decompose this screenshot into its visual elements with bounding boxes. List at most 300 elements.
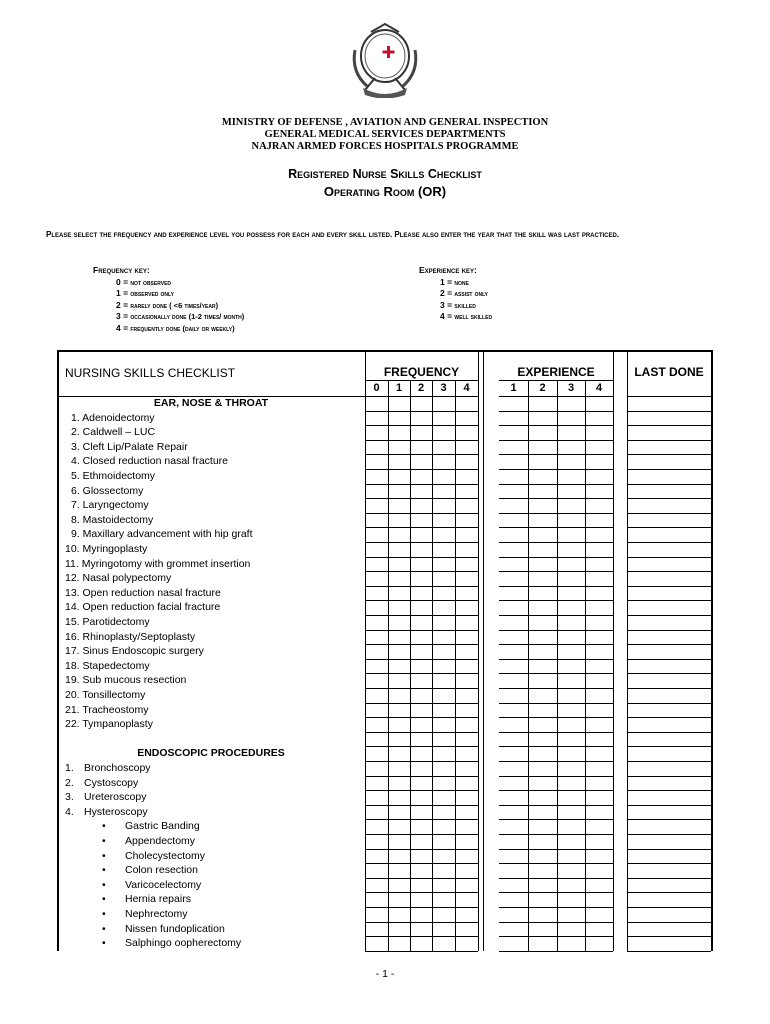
experience-cell[interactable] xyxy=(559,792,583,803)
experience-cell[interactable] xyxy=(559,705,583,716)
frequency-cell[interactable] xyxy=(367,413,386,424)
experience-cell[interactable] xyxy=(587,632,611,643)
frequency-cell[interactable] xyxy=(412,427,430,438)
experience-cell[interactable] xyxy=(559,486,583,497)
experience-cell[interactable] xyxy=(530,573,555,584)
frequency-cell[interactable] xyxy=(390,442,408,453)
experience-cell[interactable] xyxy=(587,486,611,497)
experience-cell[interactable] xyxy=(559,398,583,409)
frequency-cell[interactable] xyxy=(390,719,408,730)
frequency-cell[interactable] xyxy=(457,456,476,467)
experience-cell[interactable] xyxy=(530,442,555,453)
experience-cell[interactable] xyxy=(587,500,611,511)
experience-cell[interactable] xyxy=(559,924,583,935)
experience-cell[interactable] xyxy=(530,588,555,599)
experience-cell[interactable] xyxy=(559,821,583,832)
experience-cell[interactable] xyxy=(530,427,555,438)
frequency-cell[interactable] xyxy=(390,529,408,540)
frequency-cell[interactable] xyxy=(367,909,386,920)
frequency-cell[interactable] xyxy=(412,748,430,759)
frequency-cell[interactable] xyxy=(457,675,476,686)
frequency-cell[interactable] xyxy=(457,486,476,497)
frequency-cell[interactable] xyxy=(434,836,453,847)
frequency-cell[interactable] xyxy=(412,909,430,920)
frequency-cell[interactable] xyxy=(412,719,430,730)
experience-cell[interactable] xyxy=(530,836,555,847)
frequency-cell[interactable] xyxy=(457,705,476,716)
frequency-cell[interactable] xyxy=(390,456,408,467)
frequency-cell[interactable] xyxy=(367,821,386,832)
frequency-cell[interactable] xyxy=(434,821,453,832)
frequency-cell[interactable] xyxy=(412,515,430,526)
frequency-cell[interactable] xyxy=(367,646,386,657)
frequency-cell[interactable] xyxy=(390,865,408,876)
frequency-cell[interactable] xyxy=(434,471,453,482)
experience-cell[interactable] xyxy=(501,573,526,584)
frequency-cell[interactable] xyxy=(412,486,430,497)
frequency-cell[interactable] xyxy=(367,617,386,628)
frequency-cell[interactable] xyxy=(457,894,476,905)
experience-cell[interactable] xyxy=(501,880,526,891)
experience-cell[interactable] xyxy=(559,602,583,613)
experience-cell[interactable] xyxy=(559,909,583,920)
frequency-cell[interactable] xyxy=(390,938,408,949)
experience-cell[interactable] xyxy=(501,529,526,540)
frequency-cell[interactable] xyxy=(390,661,408,672)
frequency-cell[interactable] xyxy=(434,675,453,686)
frequency-cell[interactable] xyxy=(457,413,476,424)
experience-cell[interactable] xyxy=(501,792,526,803)
frequency-cell[interactable] xyxy=(412,734,430,745)
frequency-cell[interactable] xyxy=(367,602,386,613)
frequency-cell[interactable] xyxy=(434,573,453,584)
experience-cell[interactable] xyxy=(501,719,526,730)
frequency-cell[interactable] xyxy=(434,719,453,730)
last-done-cell[interactable] xyxy=(629,894,709,905)
frequency-cell[interactable] xyxy=(412,602,430,613)
frequency-cell[interactable] xyxy=(434,909,453,920)
frequency-cell[interactable] xyxy=(390,821,408,832)
frequency-cell[interactable] xyxy=(390,924,408,935)
experience-cell[interactable] xyxy=(559,865,583,876)
experience-cell[interactable] xyxy=(501,646,526,657)
frequency-cell[interactable] xyxy=(367,471,386,482)
frequency-cell[interactable] xyxy=(457,559,476,570)
frequency-cell[interactable] xyxy=(457,427,476,438)
experience-cell[interactable] xyxy=(559,807,583,818)
frequency-cell[interactable] xyxy=(390,748,408,759)
experience-cell[interactable] xyxy=(587,792,611,803)
experience-cell[interactable] xyxy=(530,705,555,716)
frequency-cell[interactable] xyxy=(434,705,453,716)
experience-cell[interactable] xyxy=(501,471,526,482)
frequency-cell[interactable] xyxy=(434,544,453,555)
frequency-cell[interactable] xyxy=(457,573,476,584)
frequency-cell[interactable] xyxy=(390,573,408,584)
frequency-cell[interactable] xyxy=(457,646,476,657)
frequency-cell[interactable] xyxy=(367,778,386,789)
experience-cell[interactable] xyxy=(559,763,583,774)
experience-cell[interactable] xyxy=(587,602,611,613)
frequency-cell[interactable] xyxy=(412,705,430,716)
experience-cell[interactable] xyxy=(559,851,583,862)
experience-cell[interactable] xyxy=(530,880,555,891)
experience-cell[interactable] xyxy=(530,544,555,555)
frequency-cell[interactable] xyxy=(457,588,476,599)
experience-cell[interactable] xyxy=(587,705,611,716)
experience-cell[interactable] xyxy=(587,515,611,526)
last-done-cell[interactable] xyxy=(629,398,709,409)
experience-cell[interactable] xyxy=(501,442,526,453)
experience-cell[interactable] xyxy=(587,573,611,584)
frequency-cell[interactable] xyxy=(390,909,408,920)
last-done-cell[interactable] xyxy=(629,763,709,774)
frequency-cell[interactable] xyxy=(390,734,408,745)
frequency-cell[interactable] xyxy=(390,705,408,716)
frequency-cell[interactable] xyxy=(434,646,453,657)
frequency-cell[interactable] xyxy=(390,646,408,657)
experience-cell[interactable] xyxy=(587,851,611,862)
experience-cell[interactable] xyxy=(559,573,583,584)
experience-cell[interactable] xyxy=(501,515,526,526)
experience-cell[interactable] xyxy=(501,588,526,599)
experience-cell[interactable] xyxy=(587,778,611,789)
frequency-cell[interactable] xyxy=(457,807,476,818)
frequency-cell[interactable] xyxy=(390,675,408,686)
frequency-cell[interactable] xyxy=(367,792,386,803)
experience-cell[interactable] xyxy=(587,821,611,832)
frequency-cell[interactable] xyxy=(390,763,408,774)
last-done-cell[interactable] xyxy=(629,792,709,803)
frequency-cell[interactable] xyxy=(434,734,453,745)
frequency-cell[interactable] xyxy=(367,544,386,555)
last-done-cell[interactable] xyxy=(629,705,709,716)
frequency-cell[interactable] xyxy=(412,500,430,511)
experience-cell[interactable] xyxy=(587,398,611,409)
last-done-cell[interactable] xyxy=(629,646,709,657)
last-done-cell[interactable] xyxy=(629,734,709,745)
frequency-cell[interactable] xyxy=(457,398,476,409)
experience-cell[interactable] xyxy=(501,675,526,686)
experience-cell[interactable] xyxy=(530,675,555,686)
experience-cell[interactable] xyxy=(530,413,555,424)
frequency-cell[interactable] xyxy=(434,617,453,628)
experience-cell[interactable] xyxy=(587,880,611,891)
frequency-cell[interactable] xyxy=(457,690,476,701)
frequency-cell[interactable] xyxy=(390,471,408,482)
frequency-cell[interactable] xyxy=(390,880,408,891)
frequency-cell[interactable] xyxy=(412,778,430,789)
experience-cell[interactable] xyxy=(530,719,555,730)
experience-cell[interactable] xyxy=(587,661,611,672)
experience-cell[interactable] xyxy=(501,748,526,759)
experience-cell[interactable] xyxy=(559,471,583,482)
frequency-cell[interactable] xyxy=(390,500,408,511)
frequency-cell[interactable] xyxy=(457,880,476,891)
frequency-cell[interactable] xyxy=(412,865,430,876)
frequency-cell[interactable] xyxy=(412,763,430,774)
frequency-cell[interactable] xyxy=(390,486,408,497)
frequency-cell[interactable] xyxy=(457,938,476,949)
frequency-cell[interactable] xyxy=(434,588,453,599)
last-done-cell[interactable] xyxy=(629,456,709,467)
frequency-cell[interactable] xyxy=(390,602,408,613)
last-done-cell[interactable] xyxy=(629,836,709,847)
frequency-cell[interactable] xyxy=(412,529,430,540)
experience-cell[interactable] xyxy=(587,427,611,438)
experience-cell[interactable] xyxy=(559,559,583,570)
frequency-cell[interactable] xyxy=(390,515,408,526)
experience-cell[interactable] xyxy=(530,924,555,935)
frequency-cell[interactable] xyxy=(367,719,386,730)
frequency-cell[interactable] xyxy=(367,515,386,526)
frequency-cell[interactable] xyxy=(434,807,453,818)
frequency-cell[interactable] xyxy=(457,836,476,847)
experience-cell[interactable] xyxy=(587,865,611,876)
experience-cell[interactable] xyxy=(530,646,555,657)
last-done-cell[interactable] xyxy=(629,617,709,628)
last-done-cell[interactable] xyxy=(629,632,709,643)
experience-cell[interactable] xyxy=(501,500,526,511)
frequency-cell[interactable] xyxy=(367,865,386,876)
last-done-cell[interactable] xyxy=(629,778,709,789)
frequency-cell[interactable] xyxy=(457,909,476,920)
experience-cell[interactable] xyxy=(559,646,583,657)
frequency-cell[interactable] xyxy=(412,646,430,657)
frequency-cell[interactable] xyxy=(367,559,386,570)
experience-cell[interactable] xyxy=(530,471,555,482)
frequency-cell[interactable] xyxy=(434,661,453,672)
frequency-cell[interactable] xyxy=(434,865,453,876)
experience-cell[interactable] xyxy=(501,398,526,409)
frequency-cell[interactable] xyxy=(390,544,408,555)
last-done-cell[interactable] xyxy=(629,500,709,511)
experience-cell[interactable] xyxy=(587,763,611,774)
last-done-cell[interactable] xyxy=(629,427,709,438)
frequency-cell[interactable] xyxy=(412,851,430,862)
experience-cell[interactable] xyxy=(501,427,526,438)
frequency-cell[interactable] xyxy=(457,748,476,759)
frequency-cell[interactable] xyxy=(457,442,476,453)
frequency-cell[interactable] xyxy=(412,894,430,905)
experience-cell[interactable] xyxy=(587,719,611,730)
frequency-cell[interactable] xyxy=(457,500,476,511)
frequency-cell[interactable] xyxy=(367,442,386,453)
frequency-cell[interactable] xyxy=(412,588,430,599)
frequency-cell[interactable] xyxy=(412,792,430,803)
experience-cell[interactable] xyxy=(587,588,611,599)
frequency-cell[interactable] xyxy=(412,456,430,467)
experience-cell[interactable] xyxy=(530,456,555,467)
frequency-cell[interactable] xyxy=(390,427,408,438)
experience-cell[interactable] xyxy=(559,588,583,599)
last-done-cell[interactable] xyxy=(629,865,709,876)
frequency-cell[interactable] xyxy=(367,486,386,497)
experience-cell[interactable] xyxy=(501,544,526,555)
frequency-cell[interactable] xyxy=(367,734,386,745)
frequency-cell[interactable] xyxy=(390,778,408,789)
experience-cell[interactable] xyxy=(587,938,611,949)
experience-cell[interactable] xyxy=(501,602,526,613)
frequency-cell[interactable] xyxy=(367,661,386,672)
experience-cell[interactable] xyxy=(530,398,555,409)
experience-cell[interactable] xyxy=(587,456,611,467)
frequency-cell[interactable] xyxy=(457,471,476,482)
experience-cell[interactable] xyxy=(587,675,611,686)
experience-cell[interactable] xyxy=(530,865,555,876)
frequency-cell[interactable] xyxy=(434,632,453,643)
frequency-cell[interactable] xyxy=(390,836,408,847)
experience-cell[interactable] xyxy=(530,807,555,818)
frequency-cell[interactable] xyxy=(412,880,430,891)
experience-cell[interactable] xyxy=(530,500,555,511)
experience-cell[interactable] xyxy=(530,661,555,672)
frequency-cell[interactable] xyxy=(434,515,453,526)
experience-cell[interactable] xyxy=(530,938,555,949)
frequency-cell[interactable] xyxy=(367,675,386,686)
experience-cell[interactable] xyxy=(530,529,555,540)
experience-cell[interactable] xyxy=(587,909,611,920)
frequency-cell[interactable] xyxy=(390,807,408,818)
frequency-cell[interactable] xyxy=(412,442,430,453)
last-done-cell[interactable] xyxy=(629,486,709,497)
frequency-cell[interactable] xyxy=(367,500,386,511)
frequency-cell[interactable] xyxy=(390,559,408,570)
frequency-cell[interactable] xyxy=(457,544,476,555)
frequency-cell[interactable] xyxy=(367,427,386,438)
experience-cell[interactable] xyxy=(501,661,526,672)
frequency-cell[interactable] xyxy=(412,413,430,424)
experience-cell[interactable] xyxy=(501,632,526,643)
experience-cell[interactable] xyxy=(530,851,555,862)
experience-cell[interactable] xyxy=(559,617,583,628)
experience-cell[interactable] xyxy=(587,894,611,905)
frequency-cell[interactable] xyxy=(412,938,430,949)
experience-cell[interactable] xyxy=(559,544,583,555)
last-done-cell[interactable] xyxy=(629,442,709,453)
experience-cell[interactable] xyxy=(530,515,555,526)
experience-cell[interactable] xyxy=(501,413,526,424)
last-done-cell[interactable] xyxy=(629,661,709,672)
frequency-cell[interactable] xyxy=(412,471,430,482)
last-done-cell[interactable] xyxy=(629,675,709,686)
experience-cell[interactable] xyxy=(559,778,583,789)
frequency-cell[interactable] xyxy=(457,661,476,672)
experience-cell[interactable] xyxy=(559,675,583,686)
last-done-cell[interactable] xyxy=(629,880,709,891)
frequency-cell[interactable] xyxy=(367,748,386,759)
last-done-cell[interactable] xyxy=(629,588,709,599)
frequency-cell[interactable] xyxy=(457,792,476,803)
frequency-cell[interactable] xyxy=(457,821,476,832)
last-done-cell[interactable] xyxy=(629,544,709,555)
frequency-cell[interactable] xyxy=(434,938,453,949)
frequency-cell[interactable] xyxy=(457,617,476,628)
experience-cell[interactable] xyxy=(559,500,583,511)
experience-cell[interactable] xyxy=(587,529,611,540)
experience-cell[interactable] xyxy=(587,734,611,745)
experience-cell[interactable] xyxy=(501,851,526,862)
experience-cell[interactable] xyxy=(587,617,611,628)
experience-cell[interactable] xyxy=(501,924,526,935)
frequency-cell[interactable] xyxy=(412,690,430,701)
experience-cell[interactable] xyxy=(559,938,583,949)
experience-cell[interactable] xyxy=(501,617,526,628)
experience-cell[interactable] xyxy=(559,661,583,672)
frequency-cell[interactable] xyxy=(367,529,386,540)
experience-cell[interactable] xyxy=(559,880,583,891)
experience-cell[interactable] xyxy=(501,909,526,920)
experience-cell[interactable] xyxy=(559,456,583,467)
experience-cell[interactable] xyxy=(501,778,526,789)
frequency-cell[interactable] xyxy=(412,398,430,409)
frequency-cell[interactable] xyxy=(367,894,386,905)
experience-cell[interactable] xyxy=(501,763,526,774)
last-done-cell[interactable] xyxy=(629,938,709,949)
frequency-cell[interactable] xyxy=(367,924,386,935)
frequency-cell[interactable] xyxy=(434,456,453,467)
frequency-cell[interactable] xyxy=(390,413,408,424)
experience-cell[interactable] xyxy=(559,894,583,905)
experience-cell[interactable] xyxy=(530,894,555,905)
experience-cell[interactable] xyxy=(501,865,526,876)
experience-cell[interactable] xyxy=(587,646,611,657)
experience-cell[interactable] xyxy=(501,734,526,745)
frequency-cell[interactable] xyxy=(367,588,386,599)
frequency-cell[interactable] xyxy=(390,617,408,628)
frequency-cell[interactable] xyxy=(412,924,430,935)
frequency-cell[interactable] xyxy=(412,632,430,643)
frequency-cell[interactable] xyxy=(434,500,453,511)
last-done-cell[interactable] xyxy=(629,515,709,526)
frequency-cell[interactable] xyxy=(434,880,453,891)
frequency-cell[interactable] xyxy=(390,398,408,409)
experience-cell[interactable] xyxy=(559,836,583,847)
experience-cell[interactable] xyxy=(530,821,555,832)
experience-cell[interactable] xyxy=(501,938,526,949)
frequency-cell[interactable] xyxy=(390,851,408,862)
frequency-cell[interactable] xyxy=(434,851,453,862)
frequency-cell[interactable] xyxy=(434,924,453,935)
frequency-cell[interactable] xyxy=(457,719,476,730)
experience-cell[interactable] xyxy=(530,909,555,920)
experience-cell[interactable] xyxy=(501,705,526,716)
frequency-cell[interactable] xyxy=(434,778,453,789)
frequency-cell[interactable] xyxy=(457,763,476,774)
experience-cell[interactable] xyxy=(530,602,555,613)
experience-cell[interactable] xyxy=(530,792,555,803)
frequency-cell[interactable] xyxy=(434,442,453,453)
experience-cell[interactable] xyxy=(559,515,583,526)
frequency-cell[interactable] xyxy=(367,690,386,701)
experience-cell[interactable] xyxy=(587,690,611,701)
frequency-cell[interactable] xyxy=(367,398,386,409)
frequency-cell[interactable] xyxy=(457,851,476,862)
frequency-cell[interactable] xyxy=(434,529,453,540)
last-done-cell[interactable] xyxy=(629,413,709,424)
frequency-cell[interactable] xyxy=(367,836,386,847)
last-done-cell[interactable] xyxy=(629,529,709,540)
last-done-cell[interactable] xyxy=(629,559,709,570)
experience-cell[interactable] xyxy=(587,544,611,555)
last-done-cell[interactable] xyxy=(629,909,709,920)
frequency-cell[interactable] xyxy=(412,807,430,818)
frequency-cell[interactable] xyxy=(434,413,453,424)
last-done-cell[interactable] xyxy=(629,748,709,759)
experience-cell[interactable] xyxy=(559,529,583,540)
frequency-cell[interactable] xyxy=(434,559,453,570)
experience-cell[interactable] xyxy=(559,413,583,424)
